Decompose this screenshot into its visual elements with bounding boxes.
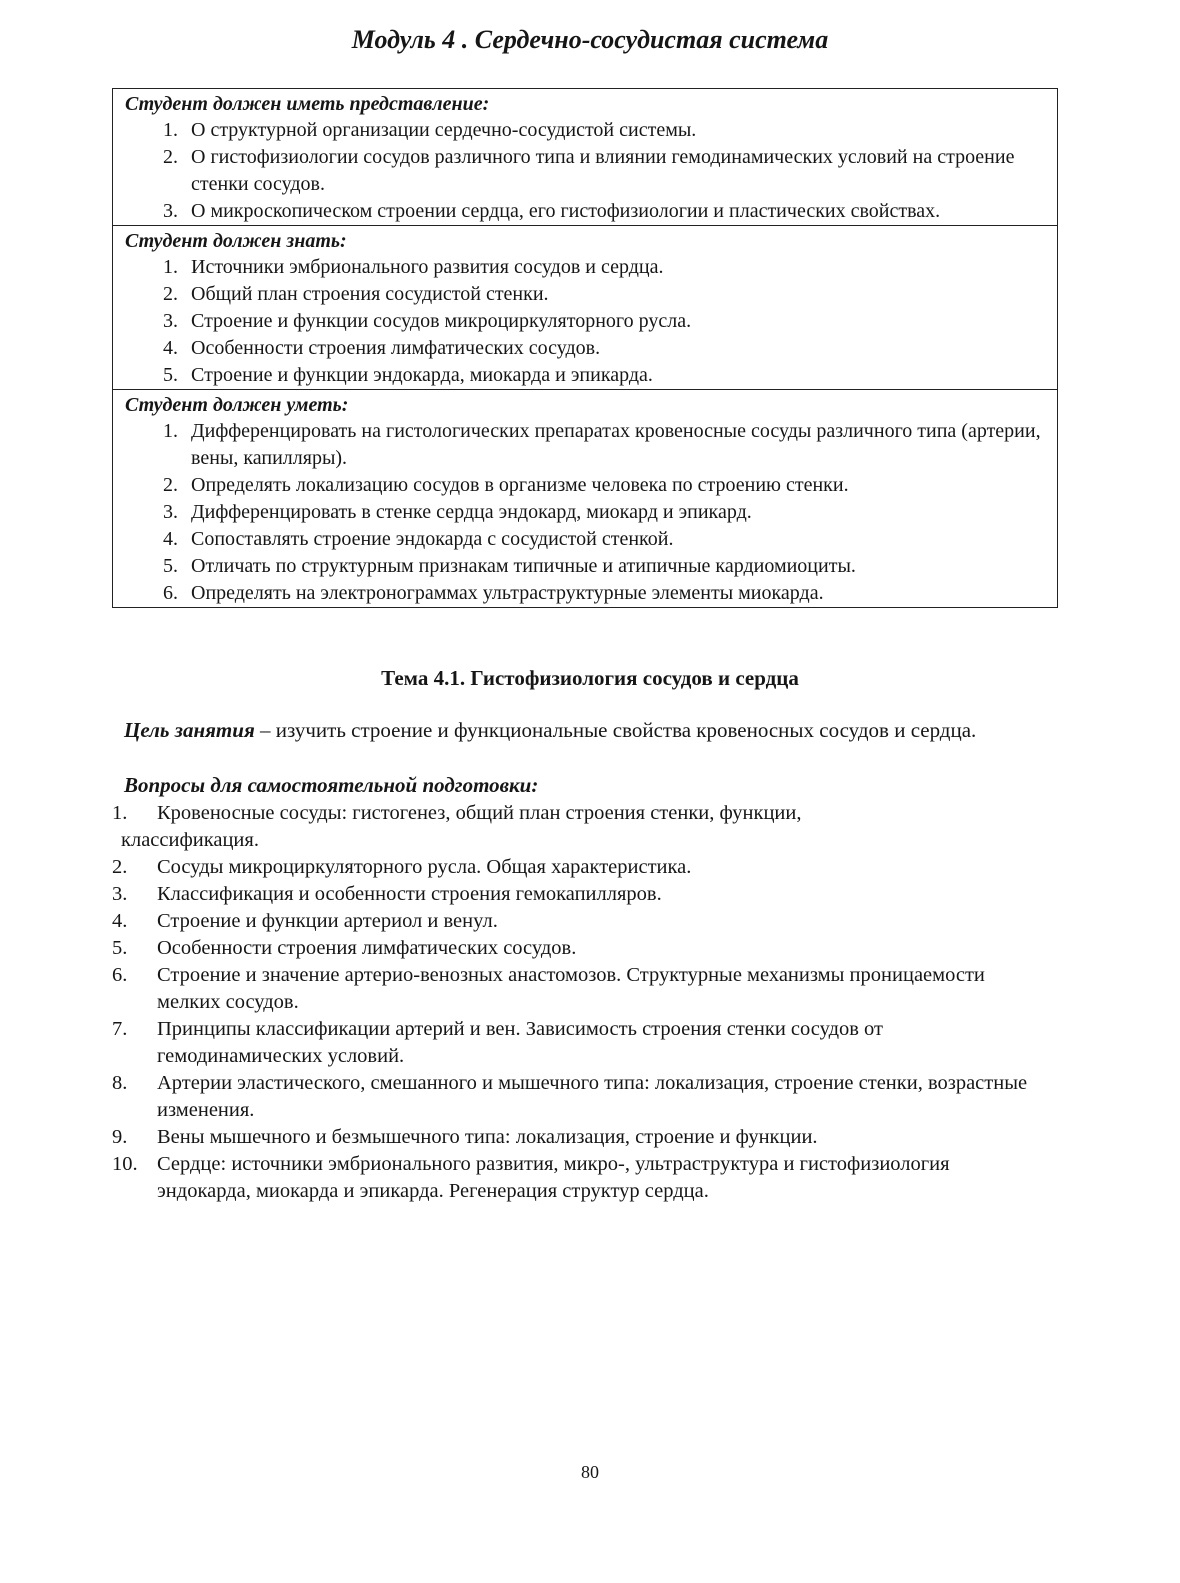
list-item	[125, 362, 1045, 389]
item-number: 2.	[112, 856, 128, 878]
list-item	[125, 308, 1045, 335]
questions-heading: Вопросы для самостоятельной подготовки:	[124, 773, 539, 797]
list-item	[125, 335, 1045, 362]
item-number: 5.	[163, 555, 178, 577]
item-text: Строение и функции сосудов микроциркуляторного русла.	[191, 310, 692, 332]
item-number: 1.	[112, 802, 128, 824]
objectives-list	[125, 418, 1045, 607]
item-text: Определять локализацию сосудов в организме человека по строению стенки.	[191, 474, 849, 496]
section-heading: Студент должен знать:	[125, 230, 347, 252]
list-item	[112, 908, 1032, 935]
item-text: Строение и функции артериол и венул.	[157, 910, 498, 932]
list-item	[112, 1016, 1032, 1070]
objectives-section-representation	[113, 89, 1057, 225]
item-text: Сопоставлять строение эндокарда с сосудистой стенкой.	[191, 528, 674, 550]
item-text: Дифференцировать на гистологических препаратах кровеносные сосуды различного типа (артерии, вены, капилляры).	[191, 420, 1041, 469]
list-item	[125, 418, 1045, 472]
list-item	[125, 553, 1045, 580]
item-number: 1.	[163, 119, 178, 141]
objectives-section-skills	[113, 389, 1057, 607]
item-number: 1.	[163, 420, 178, 442]
item-text: Сердце: источники эмбрионального развития, микро-, ультраструктура и гистофизиология эндокарда, миокарда и эпикарда. Регенерация структур сердца.	[157, 1153, 950, 1202]
list-item	[125, 117, 1045, 144]
list-item	[112, 881, 1032, 908]
objectives-table	[112, 88, 1058, 608]
item-number: 4.	[163, 337, 178, 359]
section-heading: Студент должен уметь:	[125, 394, 349, 416]
list-item	[125, 472, 1045, 499]
page-number: 80	[581, 1462, 599, 1482]
item-text-first: Кровеносные сосуды: гистогенез, общий план строения стенки, функции,	[157, 802, 802, 824]
list-item	[125, 144, 1045, 198]
list-item	[125, 281, 1045, 308]
module-title: Модуль 4 . Сердечно-сосудистая система	[351, 25, 829, 54]
item-number: 5.	[163, 364, 178, 386]
item-text: О структурной организации сердечно-сосудистой системы.	[191, 119, 697, 141]
list-item	[125, 198, 1045, 225]
objectives-section-knowledge	[113, 225, 1057, 389]
item-number: 6.	[163, 582, 178, 604]
item-number: 6.	[112, 964, 128, 986]
item-text: Определять на электронограммах ультраструктурные элементы миокарда.	[191, 582, 824, 604]
item-text: Особенности строения лимфатических сосудов.	[191, 337, 601, 359]
objectives-list	[125, 117, 1045, 225]
list-item	[125, 580, 1045, 607]
list-item	[112, 1070, 1032, 1124]
objectives-list	[125, 254, 1045, 389]
item-text: Дифференцировать в стенке сердца эндокард, миокард и эпикард.	[191, 501, 752, 523]
list-item	[112, 962, 1032, 1016]
item-text: Классификация и особенности строения гемокапилляров.	[157, 883, 662, 905]
item-text-continuation: классификация.	[121, 829, 259, 851]
item-text: Принципы классификации артерий и вен. Зависимость строения стенки сосудов от гемодинамических условий.	[157, 1018, 883, 1067]
item-text: Сосуды микроциркуляторного русла. Общая характеристика.	[157, 856, 692, 878]
list-item	[112, 800, 1032, 854]
item-number: 3.	[163, 310, 178, 332]
questions-list	[112, 800, 1032, 1205]
item-number: 4.	[163, 528, 178, 550]
item-number: 1.	[163, 256, 178, 278]
item-text: Общий план строения сосудистой стенки.	[191, 283, 549, 305]
list-item	[112, 935, 1032, 962]
lesson-goal	[124, 717, 1034, 744]
list-item	[125, 254, 1045, 281]
item-text: Отличать по структурным признакам типичные и атипичные кардиомиоциты.	[191, 555, 856, 577]
item-number: 5.	[112, 937, 128, 959]
item-number: 2.	[163, 146, 178, 168]
item-text: Вены мышечного и безмышечного типа: локализация, строение и функции.	[157, 1126, 818, 1148]
item-text	[121, 800, 1032, 854]
item-text: Строение и значение артерио-венозных анастомозов. Структурные механизмы проницаемости мелких сосудов.	[157, 964, 985, 1013]
section-heading: Студент должен иметь представление:	[125, 93, 490, 115]
goal-text: – изучить строение и функциональные свойства кровеносных сосудов и сердца.	[254, 718, 977, 742]
item-number: 3.	[163, 501, 178, 523]
item-number: 3.	[112, 883, 128, 905]
item-number: 8.	[112, 1072, 128, 1094]
item-number: 3.	[163, 200, 178, 222]
item-number: 9.	[112, 1126, 128, 1148]
item-number: 7.	[112, 1018, 128, 1040]
list-item	[125, 499, 1045, 526]
item-number: 4.	[112, 910, 128, 932]
item-number: 2.	[163, 283, 178, 305]
item-text: Особенности строения лимфатических сосудов.	[157, 937, 577, 959]
list-item	[112, 854, 1032, 881]
list-item	[112, 1151, 1032, 1205]
item-text: О микроскопическом строении сердца, его гистофизиологии и пластических свойствах.	[191, 200, 941, 222]
item-number: 2.	[163, 474, 178, 496]
item-number: 10.	[112, 1153, 138, 1175]
item-text: Артерии эластического, смешанного и мышечного типа: локализация, строение стенки, возрастные изменения.	[157, 1072, 1028, 1121]
list-item	[125, 526, 1045, 553]
topic-title: Тема 4.1. Гистофизиология сосудов и сердца	[381, 666, 799, 690]
goal-label: Цель занятия	[124, 718, 255, 742]
item-text: О гистофизиологии сосудов различного типа и влиянии гемодинамических условий на строение стенки сосудов.	[191, 146, 1015, 195]
list-item	[112, 1124, 1032, 1151]
item-text: Источники эмбрионального развития сосудов и сердца.	[191, 256, 664, 278]
item-text: Строение и функции эндокарда, миокарда и эпикарда.	[191, 364, 653, 386]
